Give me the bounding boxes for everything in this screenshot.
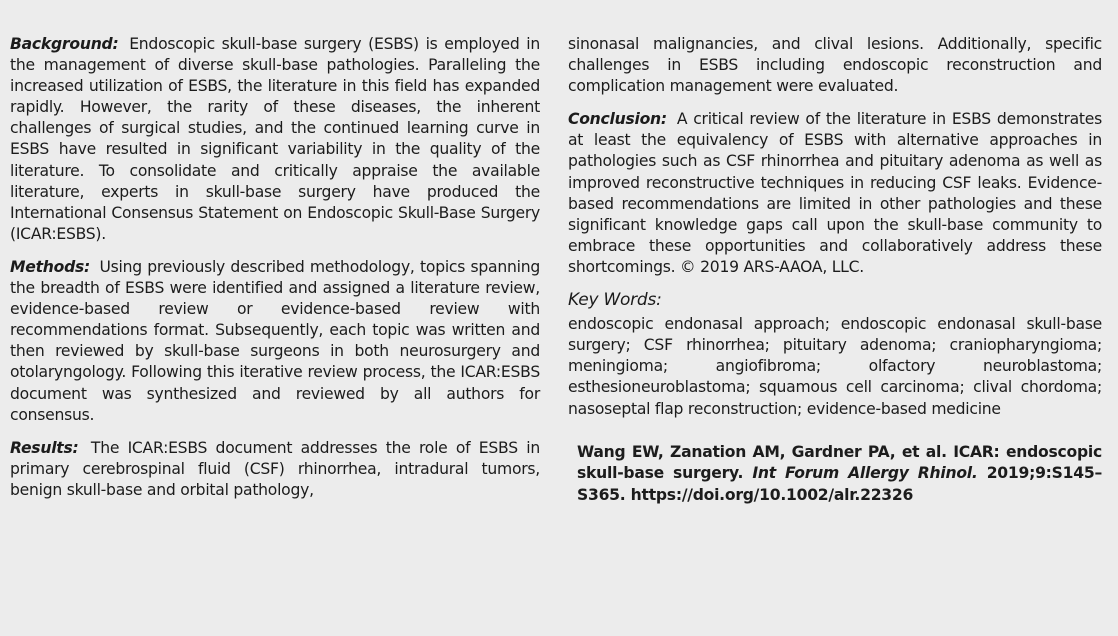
citation-journal: Int Forum Allergy Rhinol.	[752, 464, 978, 483]
results-heading: Results:	[10, 438, 79, 457]
right-column	[564, 34, 1102, 636]
citation	[568, 442, 1102, 507]
keywords-heading: Key Words:	[568, 290, 662, 311]
methods-heading: Methods:	[10, 257, 91, 276]
results-continued-text: sinonasal malignancies, and clival lesions. Additionally, specific challenges in ESBS including endoscopic reconstruction and complication management were evaluated.	[568, 35, 1102, 96]
conclusion-paragraph	[568, 109, 1102, 278]
citation-details: 2019;9:S145–S365. https://doi.org/10.1002/alr.22326	[577, 464, 1102, 504]
results-text: The ICAR:ESBS document addresses the role of ESBS in primary cerebrospinal fluid (CSF) rhinorrhea, intradural tumors, benign skull-base and orbital pathology,	[10, 438, 540, 499]
keywords-block	[568, 290, 1102, 420]
results-paragraph	[10, 438, 540, 501]
citation-authors: Wang EW, Zanation AM, Gardner PA, et al. ICAR: endoscopic skull-base surgery.	[577, 442, 1102, 483]
background-paragraph	[10, 34, 540, 245]
results-continued-paragraph	[568, 34, 1102, 97]
conclusion-heading: Conclusion:	[568, 110, 667, 129]
left-column	[10, 34, 540, 636]
keywords-text: endoscopic endonasal approach; endoscopic endonasal skull-base surgery; CSF rhinorrhea; pituitary adenoma; craniopharyngioma; meningioma; angiofibroma; olfactory neuroblastoma; esthesioneuroblastoma; squamous cell carcinoma; clival chordoma; nasoseptal flap reconstruction; evidence-based medicine	[568, 315, 1102, 418]
background-heading: Background:	[10, 35, 119, 53]
methods-text: Using previously described methodology, topics spanning the breadth of ESBS were identified and assigned a literature review, evidence-based review or evidence-based review with recommendations format. Subsequently, each topic was written and then reviewed by skull-base surgeons in both neurosurgery and otolaryngology. Following this iterative review process, the ICAR:ESBS document was synthesized and reviewed by all authors for consensus.	[10, 257, 540, 424]
copyright-text: © 2019 ARS-AAOA, LLC.	[680, 257, 864, 276]
conclusion-text: A critical review of the literature in ESBS demonstrates at least the equivalency of ESBS with alternative approaches in pathologies such as CSF rhinorrhea and pituitary adenoma as well as improved reconstructive techniques in reducing CSF leaks. Evidence-based recommendations are limited in other pathologies and these significant knowledge gaps call upon the skull-base community to embrace these opportunities and collaboratively address these shortcomings.	[568, 110, 1103, 276]
background-text: Endoscopic skull-base surgery (ESBS) is employed in the management of diverse skull-base pathologies. Paralleling the increased utilization of ESBS, the literature in this field has expanded rapidly. However, the rarity of these diseases, the inherent challenges of surgical studies, and the continued learning curve in ESBS have resulted in significant variability in the quality of the literature. To consolidate and critically appraise the available literature, experts in skull-base surgery have produced the International Consensus Statement on Endoscopic Skull-Base Surgery (ICAR:ESBS).	[10, 35, 540, 243]
methods-paragraph	[10, 257, 540, 426]
